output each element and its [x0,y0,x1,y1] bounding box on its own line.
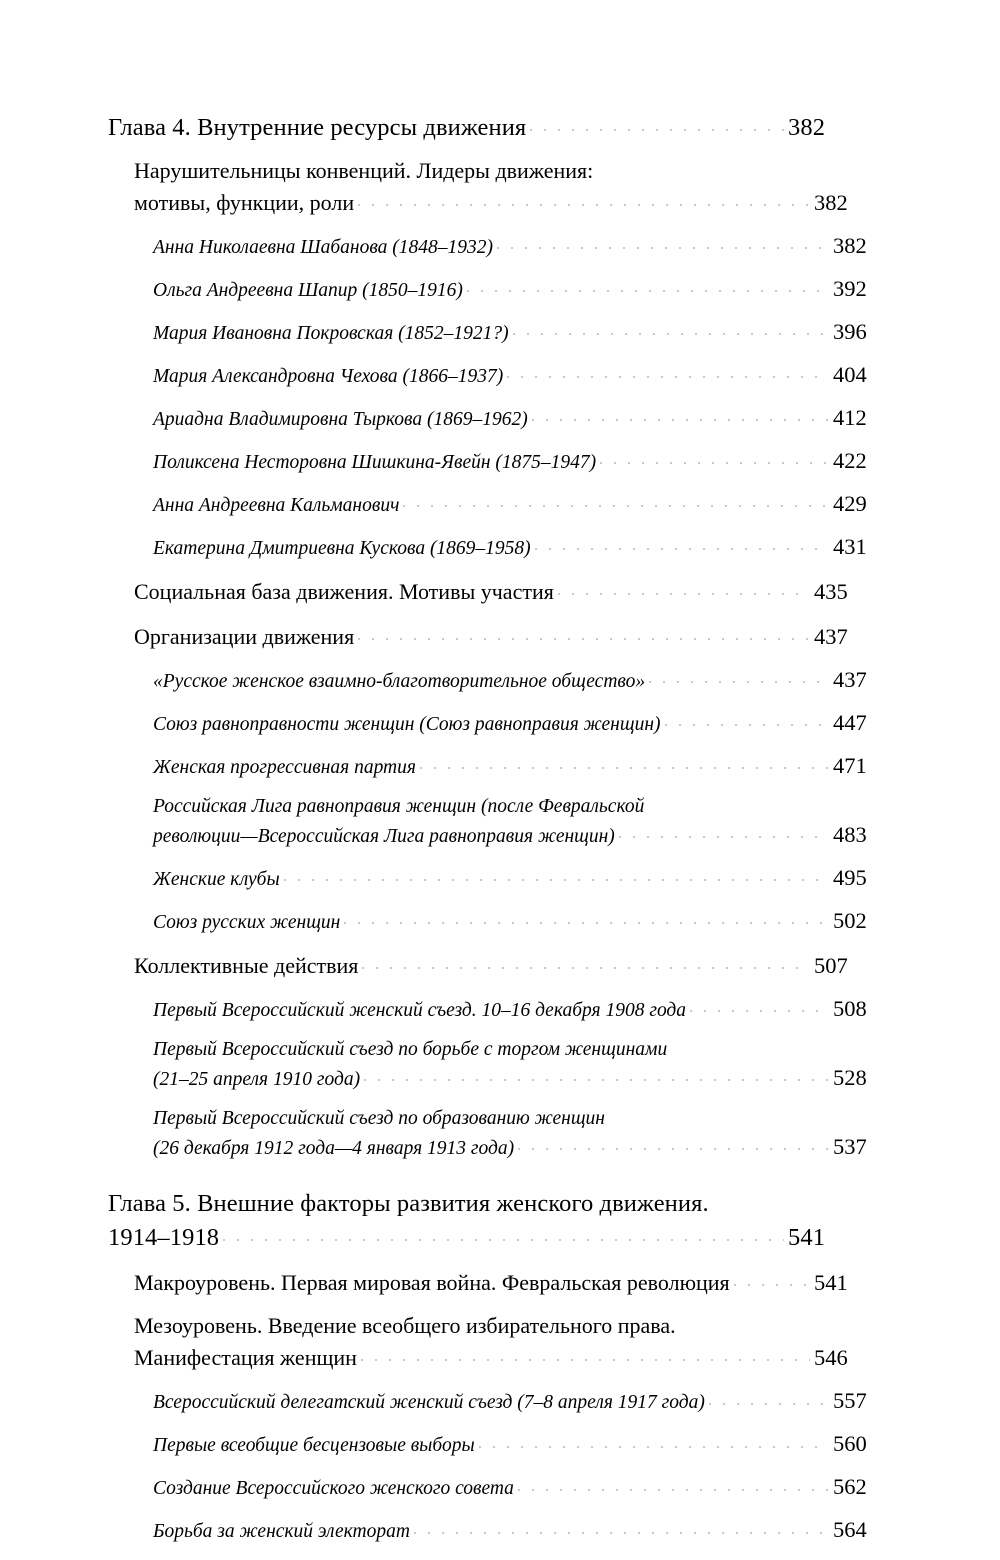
toc-entry[interactable] [153,1039,893,1091]
dot-leader [734,1268,810,1290]
toc-entry-last-line [153,319,893,345]
toc-entry[interactable] [153,1517,893,1543]
toc-entry-label: революции—Всероссийская Лига равноправия женщин) [153,825,615,847]
toc-entry-label: Коллективные действия [134,952,359,978]
toc-entry-lines [153,1474,893,1500]
toc-entry-lines [153,796,893,848]
toc-entry-lines [153,233,893,259]
toc-entry-lines [153,667,893,693]
dot-leader [649,667,829,687]
toc-entry-label: «Русское женское взаимно-благотворительное общество» [153,670,646,692]
toc-entry-last-line [134,951,874,979]
toc-entry-label: Первый Всероссийский женский съезд. 10–16 декабря 1908 года [153,999,687,1021]
toc-entry-last-line [153,1134,893,1160]
dot-leader [414,1518,829,1538]
toc-entry[interactable] [153,996,893,1022]
toc-entry[interactable] [153,405,893,431]
toc-entry-label: Создание Всероссийского женского совета [153,1478,514,1499]
toc-entry-label: Ариадна Владимировна Тыркова (1869–1962) [153,408,528,430]
toc-entry[interactable] [134,1313,874,1371]
dot-leader [223,1221,784,1246]
toc-entry-lines [153,1431,893,1457]
toc-page-number: 392 [833,275,867,301]
toc-entry-lines [153,276,893,302]
toc-chapter-entry[interactable] [108,1190,848,1253]
dot-leader [535,534,829,554]
toc-entry[interactable] [134,158,874,216]
dot-leader [600,448,829,468]
toc-entry-label: Анна Николаевна Шабанова (1848–1932) [153,236,494,258]
toc-entry-lines [134,158,874,216]
dot-leader [530,110,784,135]
toc-entry[interactable] [153,1431,893,1457]
toc-entry-last-line [153,1474,893,1500]
toc-entry[interactable] [153,1108,893,1160]
toc-entry-label: Анна Андреевна Кальманович [153,494,400,516]
toc-page-number: 562 [833,1474,867,1499]
toc-entry-label: Первые всеобщие бесцензовые выборы [153,1435,475,1456]
toc-entry-lines [134,577,874,605]
toc-entry-label: Мария Ивановна Покровская (1852–1921?) [153,322,509,344]
toc-entry-label: Ольга Андреевна Шапир (1850–1916) [153,279,463,301]
toc-entry-lines [153,1039,893,1091]
toc-entry[interactable] [153,1388,893,1414]
dot-leader [518,1134,829,1154]
toc-page-number: 471 [833,752,867,778]
toc-entry-label: (21–25 апреля 1910 года) [153,1068,361,1090]
toc-entry-label-line: Первый Всероссийский съезд по образованию женщин [153,1107,605,1129]
dot-leader [513,319,829,339]
toc-page-number: 508 [833,995,867,1021]
toc-page-number: 546 [814,1345,848,1370]
dot-leader [420,753,829,773]
dot-leader [364,1065,829,1085]
dot-leader [619,822,829,842]
toc-entry[interactable] [153,908,893,934]
dot-leader [507,362,829,382]
toc-page-number: 560 [833,1431,867,1456]
toc-page-number: 422 [833,447,867,473]
toc-entry-lines [108,1190,848,1253]
toc-entry-last-line [134,577,874,605]
dot-leader [403,491,829,511]
toc-entry-last-line [134,622,874,650]
toc-page-number: 537 [833,1133,867,1159]
toc-entry[interactable] [134,622,874,650]
toc-entry[interactable] [153,796,893,848]
toc-entry-lines [153,996,893,1022]
toc-entry[interactable] [134,951,874,979]
toc-page-number: 541 [788,1224,826,1251]
toc-entry-last-line [108,110,848,142]
toc-page-number: 382 [788,113,826,141]
toc-entry-label: мотивы, функции, роли [134,189,355,215]
toc-entry-lines [153,710,893,736]
dot-leader [479,1432,829,1452]
toc-entry[interactable] [153,865,893,891]
toc-entry[interactable] [153,276,893,302]
toc-entry-last-line [134,188,874,216]
dot-leader [518,1475,829,1495]
toc-entry-lines [134,622,874,650]
toc-entry-label: Манифестация женщин [134,1345,357,1370]
toc-page-number: 557 [833,1388,867,1413]
toc-entry-lines [153,534,893,560]
toc-page-number: 431 [833,533,867,559]
toc-entry[interactable] [134,1268,874,1296]
toc-entry[interactable] [134,577,874,605]
toc-entry-label: Макроуровень. Первая мировая война. Февральская революция [134,1270,730,1295]
toc-page-number: 507 [814,952,848,978]
toc-entry-last-line [134,1343,874,1371]
toc-entry-last-line [153,1388,893,1414]
toc-entry-lines [153,362,893,388]
dot-leader [358,622,810,644]
toc-entry-lines [134,1313,874,1371]
toc-entry-lines [153,908,893,934]
toc-entry[interactable] [153,319,893,345]
toc-entry-last-line [153,865,893,891]
dot-leader [558,577,810,599]
toc-entry-lines [134,951,874,979]
toc-page-number: 483 [833,821,867,847]
toc-page-number: 495 [833,864,867,890]
toc-entry-last-line [153,405,893,431]
toc-entry-label: Женская прогрессивная партия [153,756,416,778]
dot-leader [690,996,829,1016]
toc-entry-lines [153,753,893,779]
toc-entry-label-line: Первый Всероссийский съезд по борьбе с торгом женщинами [153,1038,668,1060]
toc-entry-label: Всероссийский делегатский женский съезд (7–8 апреля 1917 года) [153,1392,705,1413]
toc-page-number: 437 [833,666,867,692]
toc-entry-label: (26 декабря 1912 года—4 января 1913 года) [153,1137,515,1159]
toc-page-number: 564 [833,1517,867,1542]
dot-leader [532,405,829,425]
toc-entry-last-line [153,710,893,736]
toc-entry-label: Глава 4. Внутренние ресурсы движения [108,113,527,141]
toc-entry-label: Социальная база движения. Мотивы участия [134,578,554,604]
dot-leader [358,188,810,210]
toc-entry-last-line [153,667,893,693]
toc-entry-label: Поликсена Несторовна Шишкина-Явейн (1875–1947) [153,451,597,473]
toc-entry-label: Екатерина Дмитриевна Кускова (1869–1958) [153,537,531,559]
dot-leader [344,908,829,928]
dot-leader [361,1343,810,1365]
toc-entry-last-line [153,1065,893,1091]
toc-entry-lines [153,1108,893,1160]
toc-entry-lines [108,110,848,142]
toc-chapter-entry[interactable] [108,110,848,142]
toc-entry-label-line: Глава 5. Внешние факторы развития женского движения. [108,1189,709,1217]
toc-page-number: 447 [833,709,867,735]
toc-entry-last-line [153,276,893,302]
toc-entry[interactable] [153,362,893,388]
toc-page-number: 528 [833,1064,867,1090]
toc-page-number: 502 [833,907,867,933]
toc-entry-last-line [153,491,893,517]
toc-entry-last-line [153,1431,893,1457]
toc-entry[interactable] [153,667,893,693]
toc-entry-label-line: Российская Лига равноправия женщин (после Февральской [153,795,645,817]
toc-entry[interactable] [153,710,893,736]
toc-entry-last-line [153,362,893,388]
toc-entry[interactable] [153,233,893,259]
toc-entry-label: Организации движения [134,623,355,649]
toc-page-number: 541 [814,1270,848,1295]
toc-entry-label: Борьба за женский электорат [153,1521,410,1542]
toc-entry-last-line [153,908,893,934]
toc-entry[interactable] [153,491,893,517]
toc-entry-label: Союз русских женщин [153,911,341,933]
toc-entry-label-line: Нарушительницы конвенций. Лидеры движения: [134,157,594,183]
toc-entry-last-line [153,448,893,474]
toc-entry-label: 1914–1918 [108,1224,220,1251]
toc-page-number: 396 [833,318,867,344]
toc-page-number: 412 [833,404,867,430]
toc-entry-lines [153,1517,893,1543]
dot-leader [362,951,810,973]
toc-entry-last-line [153,233,893,259]
dot-leader [497,233,829,253]
toc-entry-last-line [134,1268,874,1296]
toc-entry-last-line [153,1517,893,1543]
toc-entry-lines [153,491,893,517]
toc-entry-label: Союз равноправности женщин (Союз равноправия женщин) [153,713,661,735]
dot-leader [467,276,829,296]
toc-entry-last-line [108,1221,848,1253]
toc-entry[interactable] [153,1474,893,1500]
toc-entry-lines [153,865,893,891]
toc-entry-lines [153,319,893,345]
toc-page-number: 382 [833,232,867,258]
toc-entry-last-line [153,753,893,779]
toc-entry[interactable] [153,753,893,779]
toc-entry-lines [153,1388,893,1414]
toc-entry-last-line [153,822,893,848]
toc-page-number: 429 [833,490,867,516]
toc-entry-lines [153,405,893,431]
toc-entry-last-line [153,996,893,1022]
toc-entry-lines [153,448,893,474]
toc-entry-last-line [153,534,893,560]
table-of-contents [108,110,867,1560]
toc-page-number: 404 [833,361,867,387]
toc-entry-label: Мария Александровна Чехова (1866–1937) [153,365,504,387]
dot-leader [709,1389,829,1409]
toc-page-number: 382 [814,189,848,215]
toc-entry-lines [134,1268,874,1296]
dot-leader [665,710,830,730]
toc-entry[interactable] [153,534,893,560]
toc-entry-label-line: Мезоуровень. Введение всеобщего избирательного права. [134,1313,676,1338]
toc-page-number: 437 [814,623,848,649]
toc-entry-label: Женские клубы [153,868,280,890]
toc-page-number: 435 [814,578,848,604]
toc-entry[interactable] [153,448,893,474]
dot-leader [284,865,829,885]
